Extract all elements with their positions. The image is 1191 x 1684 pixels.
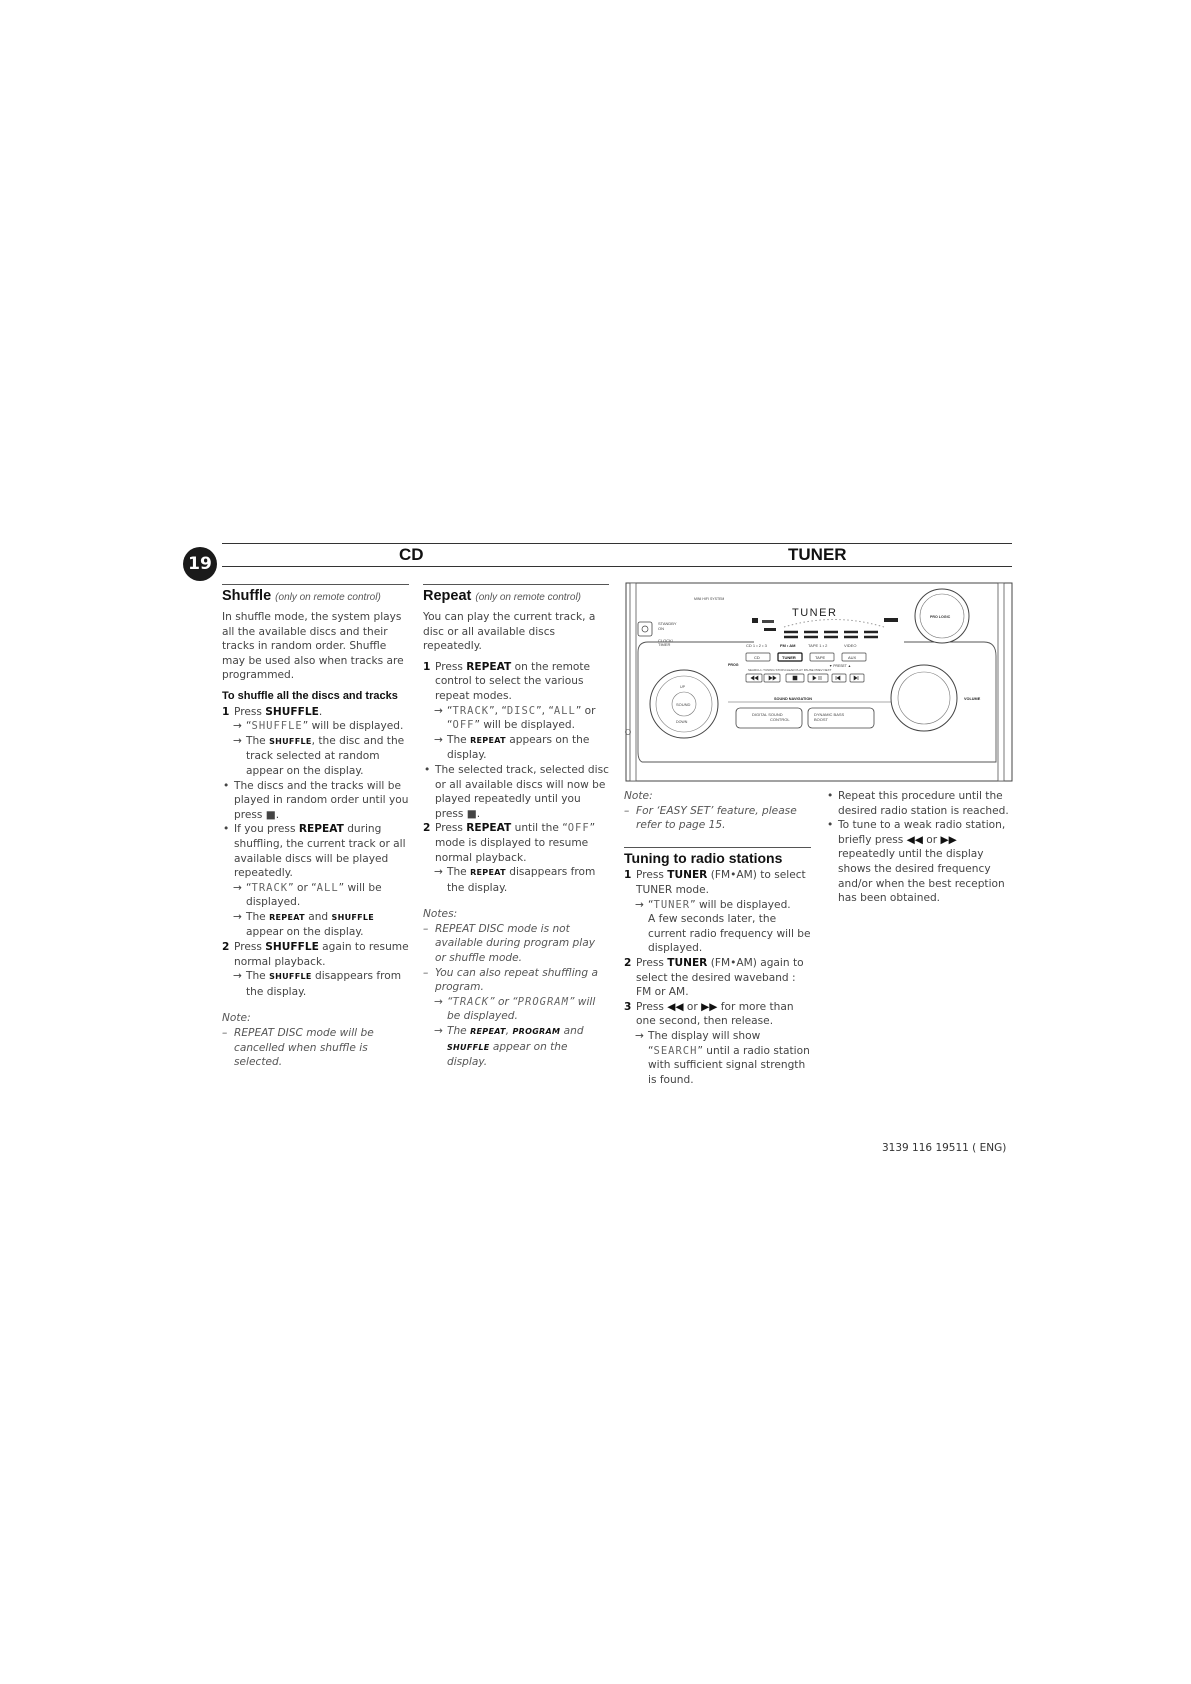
shuffle-note-text: – REPEAT DISC mode will be cancelled when shuffle is selected. bbox=[222, 1027, 374, 1069]
preset-label: ▼ PRESET ▲ bbox=[829, 664, 852, 668]
pro-logic-label: PRO LOGIC bbox=[930, 615, 951, 619]
repeat-rule bbox=[423, 584, 609, 585]
repeat-step-2: 2 Press REPEAT until the “OFF” mode is displayed to resume normal playback. bbox=[423, 822, 596, 864]
sound-label: SOUND bbox=[676, 702, 691, 707]
dbb-label-1: DYNAMIC BASS bbox=[814, 712, 845, 717]
shuffle-bullet-2: • If you press REPEAT during shuffling, the current track or all available discs will be played repeatedly. bbox=[223, 823, 406, 880]
repeat-intro: You can play the current track, a disc or all available discs repeatedly. bbox=[423, 611, 596, 653]
source-label-tape: TAPE 1 • 2 bbox=[808, 643, 828, 648]
shuffle-intro: In shuffle mode, the system plays all the available discs and their tracks in random order. Shuffle may be used also when tracks are programmed. bbox=[222, 611, 404, 682]
section-title-cd: CD bbox=[399, 545, 424, 564]
page-number: 19 bbox=[188, 554, 212, 574]
source-button-tuner-label: TUNER bbox=[782, 655, 796, 660]
document-code: 3139 116 19511 ( ENG) bbox=[882, 1142, 1007, 1154]
shuffle-note-title: Note: bbox=[222, 1012, 251, 1025]
repeat-step-1-result-a: → “TRACK”, “DISC”, “ALL” or “OFF” will be displayed. bbox=[434, 704, 596, 732]
panel-left-edge bbox=[630, 583, 636, 781]
tuning-step-1: 1 Press TUNER (FM•AM) to select TUNER mode. bbox=[624, 869, 806, 896]
tuning-step-3: 3 Press ◀◀ or ▶▶ for more than one second, then release. bbox=[624, 1000, 794, 1028]
shuffle-bullet-2-result-b: → The REPEAT and SHUFFLE appear on the display. bbox=[233, 910, 375, 939]
repeat-note-2-result-b: → The REPEAT, PROGRAM and SHUFFLE appear on the display. bbox=[434, 1025, 584, 1069]
hifi-front-panel-illustration bbox=[624, 582, 1014, 782]
lcd-segment-2 bbox=[762, 620, 774, 623]
repeat-bullet-1: • The selected track, selected disc or all available discs will now be played repeatedly until you press ■. bbox=[424, 763, 609, 820]
model-label: MINI HIFI SYSTEM bbox=[694, 597, 725, 601]
clock-label: CLOCK/ bbox=[658, 638, 673, 643]
tuning-heading: Tuning to radio stations bbox=[624, 849, 783, 866]
tuner-tip-1: • Repeat this procedure until the desired radio station is reached. bbox=[827, 790, 1009, 817]
sound-navigation-label: SOUND NAVIGATION bbox=[774, 697, 813, 701]
digital-sound-control-button bbox=[736, 708, 802, 728]
tuning-step-1-result-cont: A few seconds later, the current radio frequency will be displayed. bbox=[648, 913, 811, 955]
repeat-step-2-result: → The REPEAT disappears from the display. bbox=[434, 866, 596, 894]
source-label-fm-am: FM • AM bbox=[780, 643, 796, 648]
standby-label: STANDBY bbox=[658, 621, 677, 626]
standby-button bbox=[638, 622, 652, 636]
repeat-note-2-result-a: → “TRACK” or “PROGRAM” will be displayed. bbox=[434, 995, 596, 1023]
source-button-tape-label: TAPE bbox=[815, 655, 826, 660]
repeat-column bbox=[423, 584, 609, 1070]
shuffle-heading: Shuffle (only on remote control) bbox=[222, 588, 381, 604]
shuffle-step-1-result-a: → “SHUFFLE” will be displayed. bbox=[233, 720, 404, 733]
volume-label: VOLUME bbox=[964, 697, 981, 701]
play-pause-button bbox=[808, 674, 828, 682]
volume-knob bbox=[891, 665, 957, 731]
up-label: UP bbox=[680, 685, 685, 689]
tuning-step-1-result: → “TUNER” will be displayed. bbox=[635, 898, 791, 911]
tuner-tip-2: • To tune to a weak radio station, briefly press ◀◀ or ▶▶ repeatedly until the display shows the desired frequency and/or when the best reception has been obtained. bbox=[827, 819, 1006, 905]
shuffle-bullet-1: • The discs and the tracks will be played in random order until you press ■. bbox=[223, 779, 409, 821]
header-rule-top bbox=[222, 543, 1012, 544]
tuner-note-title: Note: bbox=[624, 790, 653, 802]
shuffle-rule bbox=[222, 584, 409, 585]
repeat-step-1: 1 Press REPEAT on the remote control to select the various repeat modes. bbox=[423, 660, 591, 702]
tuning-rule bbox=[624, 847, 811, 848]
repeat-heading: Repeat (only on remote control) bbox=[423, 588, 581, 604]
repeat-notes-title: Notes: bbox=[423, 908, 458, 921]
lcd-text: TUNER bbox=[792, 607, 838, 619]
on-label: ON bbox=[658, 626, 664, 631]
shuffle-step-1: 1 Press SHUFFLE. bbox=[222, 705, 323, 718]
section-title-tuner: TUNER bbox=[788, 545, 847, 564]
tuning-column bbox=[624, 789, 811, 1087]
lcd-segment-1 bbox=[752, 618, 758, 623]
source-label-cd: CD 1 • 2 • 3 bbox=[746, 643, 767, 648]
shuffle-step-2: 2 Press SHUFFLE again to resume normal playback. bbox=[222, 941, 409, 968]
panel-right-edge bbox=[998, 583, 1004, 781]
timer-label: TIMER bbox=[658, 642, 671, 647]
tuning-step-3-result: → The display will show “SEARCH” until a radio station with sufficient signal strength is found. bbox=[635, 1029, 810, 1086]
shuffle-step-2-result: → The SHUFFLE disappears from the display. bbox=[233, 970, 402, 998]
lcd-segment-4 bbox=[764, 628, 776, 631]
shuffle-bullet-2-result-a: → “TRACK” or “ALL” will be displayed. bbox=[233, 881, 382, 909]
tuning-step-2: 2 Press TUNER (FM•AM) again to select the desired waveband : FM or AM. bbox=[624, 956, 804, 999]
down-label: DOWN bbox=[676, 720, 688, 724]
page-number-badge bbox=[183, 547, 217, 581]
transport-labels: SEARCH • TUNING STOP•CLEAR PLAY PAUSE PREV NEXT bbox=[748, 668, 832, 672]
dsc-label-1: DIGITAL SOUND bbox=[752, 712, 783, 717]
shuffle-step-1-result-b: → The SHUFFLE, the disc and the track selected at random appear on the display. bbox=[233, 734, 405, 777]
header-rule-bottom bbox=[222, 566, 1012, 567]
repeat-note-1: – REPEAT DISC mode is not available during program play or shuffle mode. bbox=[423, 922, 595, 965]
lcd-segment-3 bbox=[884, 618, 898, 622]
prog-label: PROG bbox=[728, 663, 739, 667]
source-label-video: VIDEO bbox=[844, 643, 857, 648]
source-button-aux-label: AUX bbox=[848, 655, 857, 660]
dsc-label-2: CONTROL bbox=[770, 717, 790, 722]
shuffle-column bbox=[222, 584, 409, 1070]
shuffle-subheading: To shuffle all the discs and tracks bbox=[222, 689, 398, 702]
repeat-note-2: – You can also repeat shuffling a program. bbox=[423, 966, 598, 994]
source-button-cd-label: CD bbox=[754, 655, 760, 660]
tuner-tips-column bbox=[826, 789, 1012, 906]
tuner-note-text: – For ‘EASY SET’ feature, please refer to page 15. bbox=[624, 804, 797, 832]
repeat-step-1-result-b: → The REPEAT appears on the display. bbox=[434, 733, 590, 762]
dbb-label-2: BOOST bbox=[814, 717, 829, 722]
